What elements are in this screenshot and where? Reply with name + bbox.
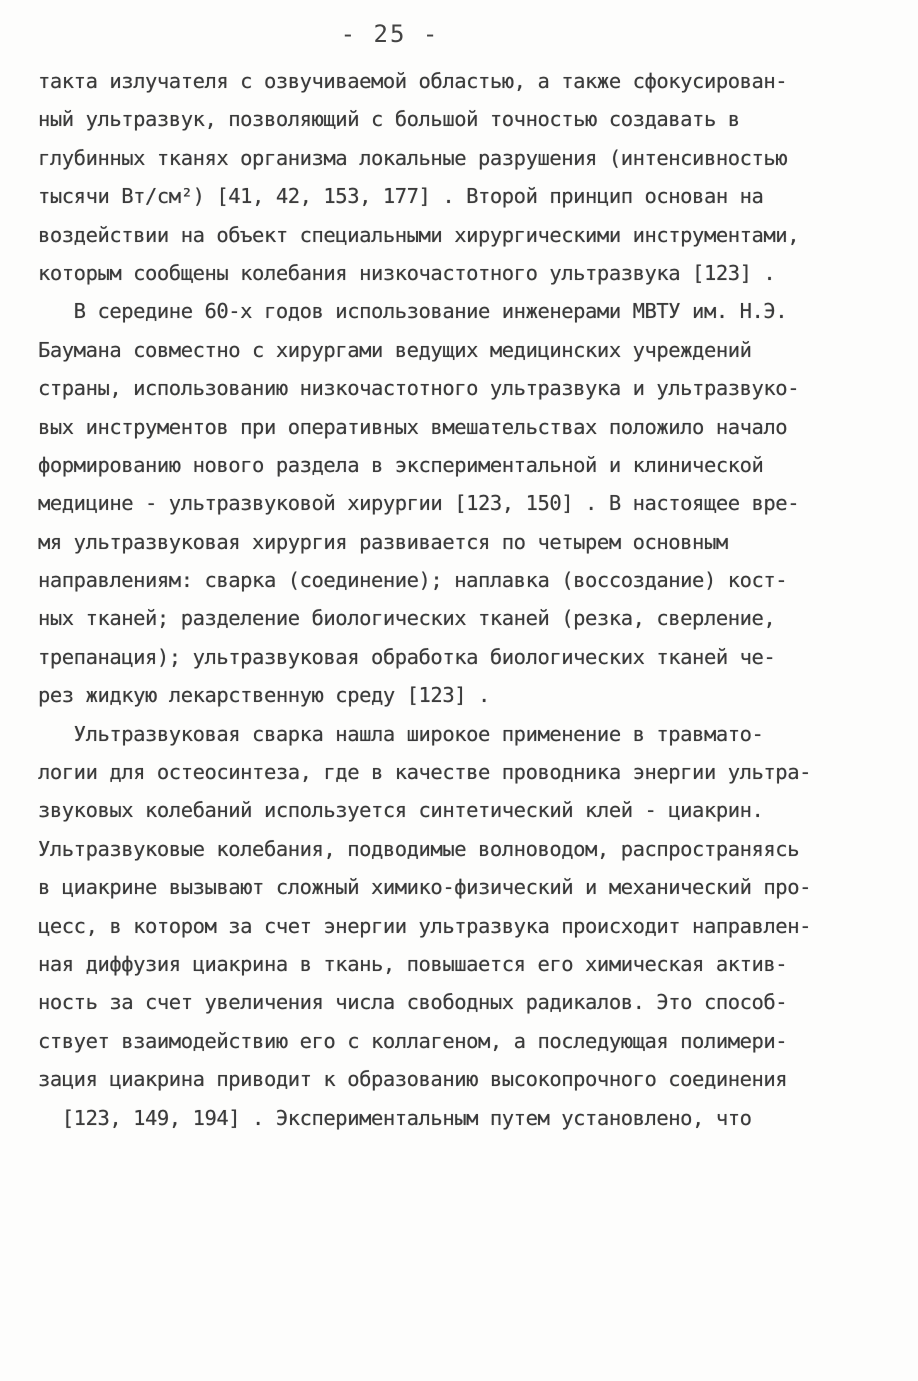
- text-line: в циакрине вызывают сложный химико-физический и механический про-: [38, 875, 811, 900]
- text-line: глубинных тканях организма локальные разрушения (интенсивностью: [38, 145, 788, 170]
- text-line: медицине - ультразвуковой хирургии [123, 150] . В настоящее вре-: [38, 491, 800, 516]
- body-text: [38, 62, 878, 1137]
- text-line: воздействии на объект специальными хирургическими инструментами,: [38, 222, 800, 247]
- text-line: Ультразвуковая сварка нашла широкое применение в травмато-: [38, 721, 764, 746]
- text-line: рез жидкую лекарственную среду [123] .: [38, 683, 490, 708]
- text-line: направлениям: сварка (соединение); наплавка (воссоздание) кост-: [38, 568, 788, 593]
- text-line: формированию нового раздела в экспериментальной и клинической: [38, 452, 764, 477]
- text-line: тысячи Вт/см²) [41, 42, 153, 177] . Второй принцип основан на: [38, 184, 764, 209]
- text-line: страны, использованию низкочастотного ультразвука и ультразвуко-: [38, 376, 800, 401]
- text-line: ных тканей; разделение биологических тканей (резка, сверление,: [38, 606, 776, 631]
- text-line: цесс, в котором за счет энергии ультразвука происходит направлен-: [38, 913, 811, 938]
- text-line: мя ультразвуковая хирургия развивается по четырем основным: [38, 529, 728, 554]
- text-line: такта излучателя с озвучиваемой областью, а также сфокусирован-: [38, 69, 788, 93]
- text-line: трепанация); ультразвуковая обработка биологических тканей че-: [38, 644, 776, 669]
- text-line: ная диффузия циакрина в ткань, повышается его химическая актив-: [38, 951, 788, 976]
- text-line: зация циакрина приводит к образованию высокопрочного соединения: [38, 1067, 788, 1092]
- text-line: логии для остеосинтеза, где в качестве проводника энергии ультра-: [38, 760, 811, 785]
- text-line: ный ультразвук, позволяющий с большой точностью создавать в: [38, 107, 740, 132]
- text-line: В середине 60-х годов использование инженерами МВТУ им. Н.Э.: [38, 299, 788, 324]
- text-line: звуковых колебаний используется синтетический клей - циакрин.: [38, 798, 764, 823]
- text-line: вых инструментов при оперативных вмешательствах положило начало: [38, 414, 788, 439]
- text-line: Ультразвуковые колебания, подводимые волноводом, распространяясь: [38, 836, 800, 861]
- text-line: [123, 149, 194] . Экспериментальным путем установлено, что: [38, 1105, 752, 1130]
- page-number: - 25 -: [340, 20, 440, 48]
- text-line: ствует взаимодействию его с коллагеном, а последующая полимери-: [38, 1028, 788, 1053]
- text-line: ность за счет увеличения числа свободных радикалов. Это способ-: [38, 990, 788, 1015]
- text-line: Баумана совместно с хирургами ведущих медицинских учреждений: [38, 337, 752, 362]
- text-line: которым сообщены колебания низкочастотного ультразвука [123] .: [38, 260, 776, 285]
